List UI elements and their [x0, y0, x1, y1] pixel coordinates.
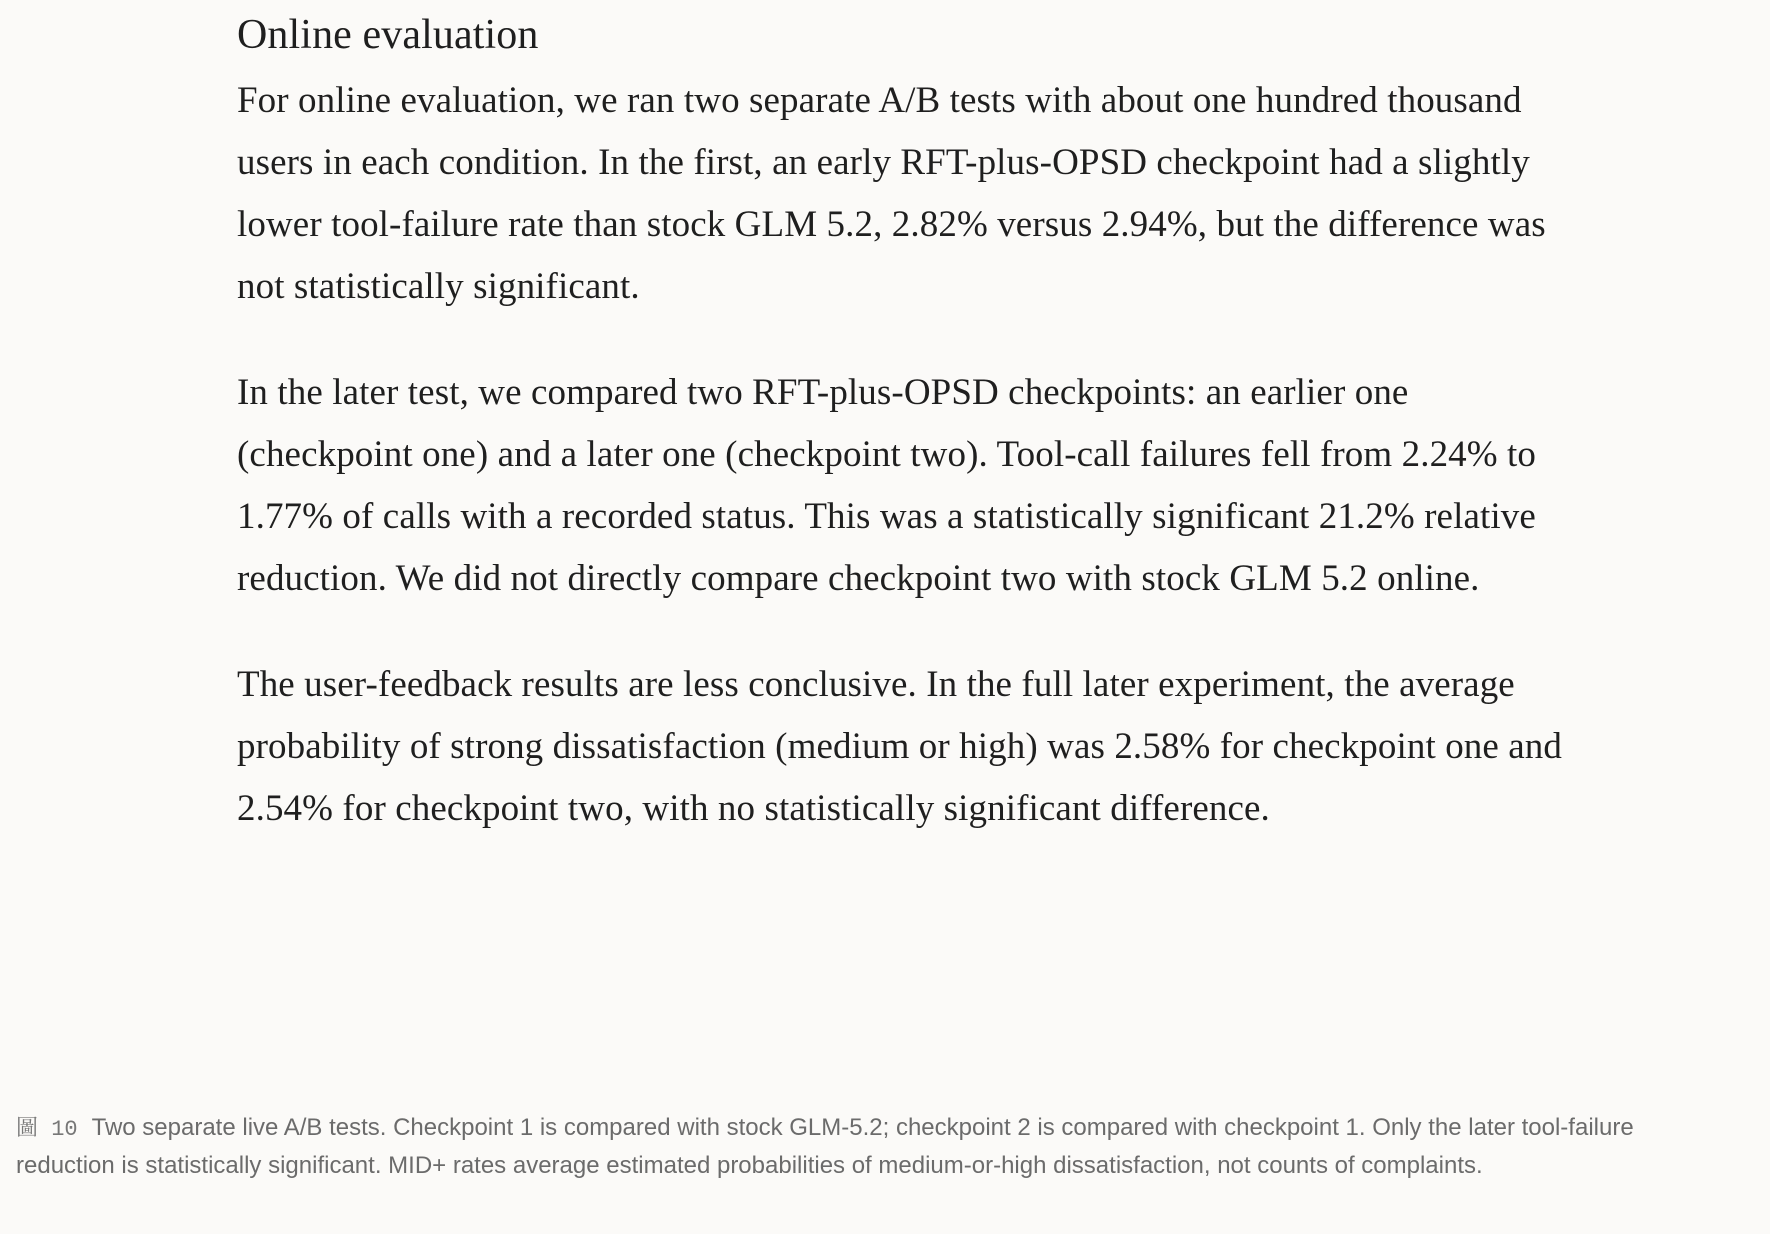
figure-caption [16, 1110, 1726, 1184]
paragraph-ab-tests-intro: For online evaluation, we ran two separate A/B tests with about one hundred thousand users in each condition. In the first, an early RFT-plus-OPSD checkpoint had a slightly lower tool-failure rate than stock GLM 5.2, 2.82% versus 2.94%, but the difference was not statistically significant. [237, 80, 1546, 308]
section-heading: Online evaluation [237, 12, 539, 58]
figure-caption-text: Two separate live A/B tests. Checkpoint 1 is compared with stock GLM-5.2; checkpoint 2 is compared with checkpoint 1. Only the later tool-failure reduction is statistically significant. MID+ rates average estimated probabilities of medium-or-high dissatisfaction, not counts of complaints. [16, 1114, 1634, 1179]
paragraph-user-feedback: The user-feedback results are less conclusive. In the full later experiment, the average probability of strong dissatisfaction (medium or high) was 2.58% for checkpoint one and 2.54% for checkpoint two, with no statistically significant difference. [237, 664, 1562, 830]
paragraph-later-test: In the later test, we compared two RFT-plus-OPSD checkpoints: an earlier one (checkpoint one) and a later one (checkpoint two). Tool-call failures fell from 2.24% to 1.77% of calls with a recorded status. This was a statistically significant 21.2% relative reduction. We did not directly compare checkpoint two with stock GLM 5.2 online. [237, 372, 1537, 600]
article-body [237, 10, 1562, 884]
figure-label: 圖 10 [16, 1117, 78, 1142]
